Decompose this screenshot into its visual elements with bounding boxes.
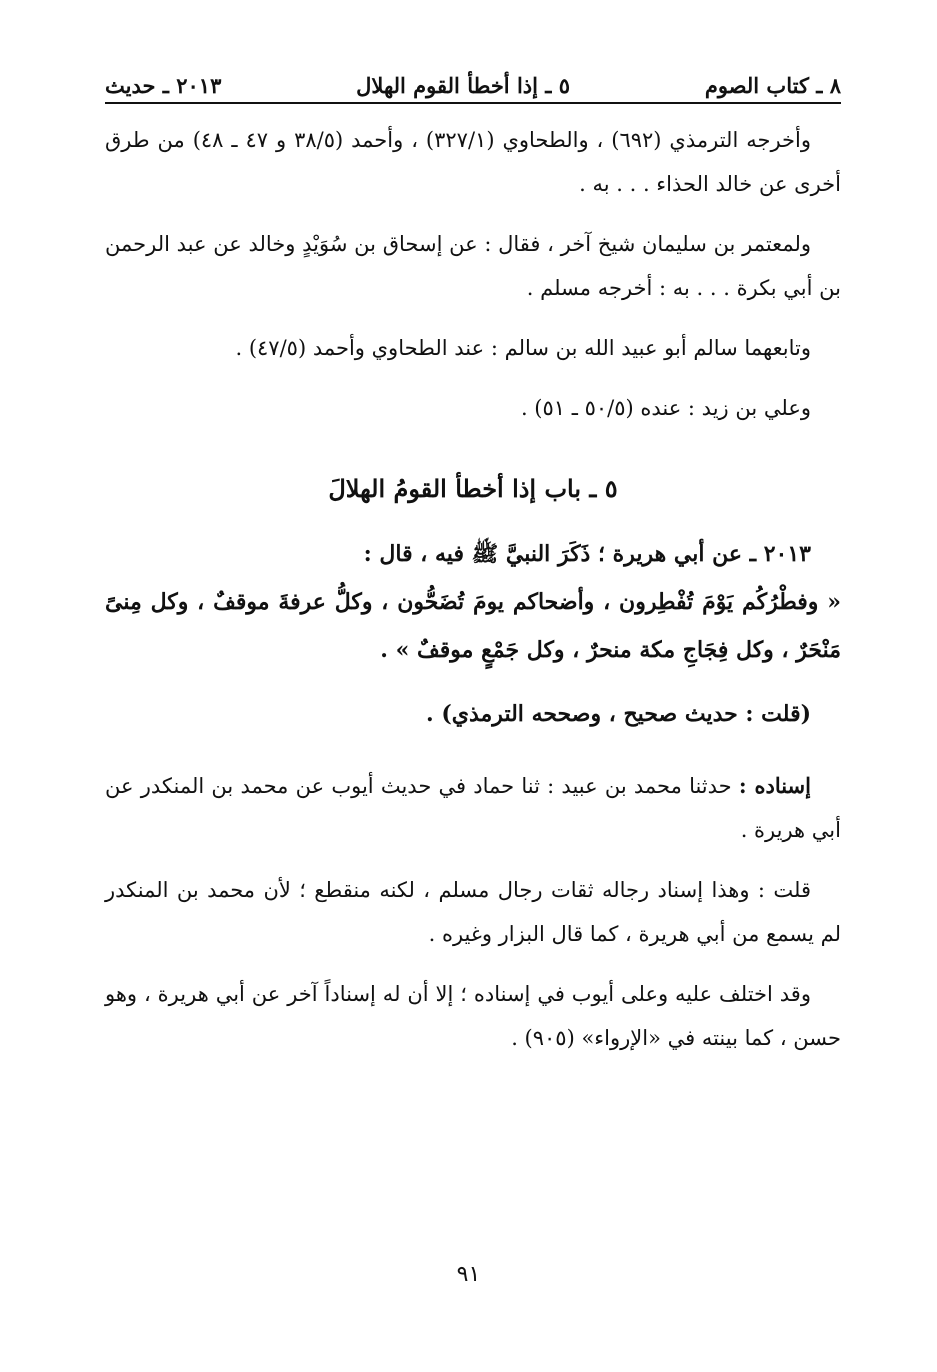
isnad-paragraph xyxy=(105,764,841,852)
header-hadith: ٢٠١٣ ـ حديث xyxy=(105,73,222,98)
isnad-text: حدثنا محمد بن عبيد : ثنا حماد في حديث أيوب عن محمد بن المنكدر عن أبي هريرة . xyxy=(105,774,841,842)
commentary-paragraph: قلت : وهذا إسناد رجاله ثقات رجال مسلم ، لكنه منقطع ؛ لأن محمد بن المنكدر لم يسمع من أبي هريرة ، كما قال البزار وغيره . xyxy=(105,878,841,946)
header-book: ٨ ـ كتاب الصوم xyxy=(704,73,841,98)
hadith-intro: ٢٠١٣ ـ عن أبي هريرة ؛ ذَكَرَ النبيَّ ﷺ فيه ، قال : xyxy=(363,541,811,567)
takhrij-paragraph: وتابعهما سالم أبو عبيد الله بن سالم : عند الطحاوي وأحمد (٤٧/٥) . xyxy=(235,336,811,360)
commentary-paragraph: وقد اختلف عليه وعلى أيوب في إسناده ؛ إلا أن له إسناداً آخر عن أبي هريرة ، وهو حسن ، كما بينته في «الإرواء» (٩٠٥) . xyxy=(105,982,841,1050)
hadith-verdict: (قلت : حديث صحيح ، وصححه الترمذي) . xyxy=(426,701,811,727)
takhrij-paragraph: وأخرجه الترمذي (٦٩٢) ، والطحاوي (٣٢٧/١) ، وأحمد (٣٨/٥ و ٤٧ ـ ٤٨) من طرق أخرى عن خالد الحذاء . . . به . xyxy=(105,128,841,196)
running-header xyxy=(105,60,841,104)
hadith-text: « وفطْرُكُم يَوْمَ تُفْطِرون ، وأضحاكم يومَ تُضَحُّون ، وكلُّ عرفةَ موقفٌ ، وكل مِنىً مَنْحَرٌ ، وكل فِجَاجِ مكة منحرٌ ، وكل جَمْعٍ موقفٌ » . xyxy=(105,589,841,663)
chapter-title: ٥ ـ باب إذا أخطأ القومُ الهلالَ xyxy=(328,474,618,503)
document-page xyxy=(105,60,841,1060)
isnad-label: إسناده : xyxy=(738,773,811,798)
page-body xyxy=(105,118,841,1060)
takhrij-paragraph: وعلي بن زيد : عنده (٥٠/٥ ـ ٥١) . xyxy=(520,396,811,420)
takhrij-paragraph: ولمعتمر بن سليمان شيخ آخر ، فقال : عن إسحاق بن سُوَيْدٍ وخالد عن عبد الرحمن بن أبي بكرة . . . به : أخرجه مسلم . xyxy=(105,232,841,300)
page-number: ٩١ xyxy=(456,1262,481,1287)
header-chapter: ٥ ـ إذا أخطأ القوم الهلال xyxy=(356,73,571,98)
